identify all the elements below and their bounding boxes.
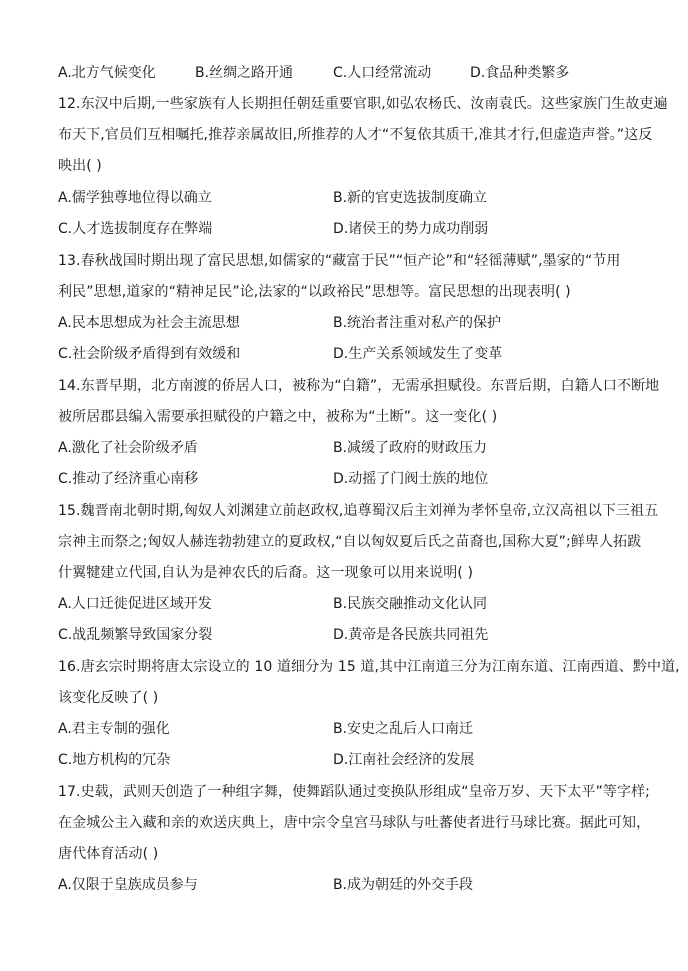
q13-option-b[interactable]: B.统治者注重对私产的保护	[333, 315, 502, 331]
q15-option-c[interactable]: C.战乱频繁导致国家分裂	[58, 627, 213, 643]
q14-stem-line-2: 被所居郡县编入需要承担赋役的户籍之中，被称为“土断”。这一变化( )	[58, 409, 498, 425]
q15-stem-line-2: 宗神主而祭之;匈奴人赫连勃勃建立的夏政权,“自以匈奴夏后氏之苗裔也,国称大夏”;鲜卑人拓跋	[58, 534, 642, 550]
q17-option-b[interactable]: B.成为朝廷的外交手段	[333, 877, 474, 893]
q15-stem-line-3: 什翼犍建立代国,自认为是神农氏的后裔。这一现象可以用来说明( )	[58, 565, 474, 581]
q11-option-c[interactable]: C.人口经常流动	[333, 65, 432, 81]
q12-stem-line-1: 12.东汉中后期,一些家族有人长期担任朝廷重要官职,如弘农杨氏、汝南袁氏。这些家族门生故吏遍	[58, 96, 668, 112]
q12-option-b[interactable]: B.新的官吏选拔制度确立	[333, 190, 488, 206]
q14-option-c[interactable]: C.推动了经济重心南移	[58, 471, 199, 487]
q17-stem-line-1: 17.史载，武则天创造了一种组字舞，使舞蹈队通过变换队形组成“皇帝万岁、天下太平”等字样;	[58, 784, 650, 800]
q11-option-a[interactable]: A.北方气候变化	[58, 65, 156, 81]
q12-stem-line-3: 映出( )	[58, 158, 102, 174]
q15-option-b[interactable]: B.民族交融推动文化认同	[333, 596, 488, 612]
q13-option-d[interactable]: D.生产关系领域发生了变革	[333, 346, 503, 362]
q16-option-c[interactable]: C.地方机构的冗杂	[58, 752, 171, 768]
q13-stem-line-2: 利民”思想,道家的“精神足民”论,法家的“以政裕民”思想等。富民思想的出现表明( )	[58, 284, 571, 300]
q17-stem-line-3: 唐代体育活动( )	[58, 846, 159, 862]
q17-stem-line-2: 在金城公主入藏和亲的欢送庆典上，唐中宗令皇宫马球队与吐蕃使者进行马球比赛。据此可知，	[58, 815, 651, 831]
q11-option-d[interactable]: D.食品种类繁多	[470, 65, 570, 81]
q12-option-a[interactable]: A.儒学独尊地位得以确立	[58, 190, 212, 206]
q12-option-d[interactable]: D.诸侯王的势力成功削弱	[333, 221, 489, 237]
q15-option-a[interactable]: A.人口迁徙促进区域开发	[58, 596, 212, 612]
q14-option-d[interactable]: D.动摇了门阀士族的地位	[333, 471, 489, 487]
q11-option-b[interactable]: B.丝绸之路开通	[195, 65, 294, 81]
q13-option-c[interactable]: C.社会阶级矛盾得到有效缓和	[58, 346, 241, 362]
q12-option-c[interactable]: C.人才选拔制度存在弊端	[58, 221, 213, 237]
q17-option-a[interactable]: A.仅限于皇族成员参与	[58, 877, 198, 893]
q14-option-a[interactable]: A.激化了社会阶级矛盾	[58, 440, 198, 456]
q14-stem-line-1: 14.东晋早期，北方南渡的侨居人口，被称为“白籍”，无需承担赋役。东晋后期，白籍人口不断地	[58, 378, 660, 394]
q12-stem-line-2: 布天下,官员们互相嘱托,推荐亲属故旧,所推荐的人才“不复依其质干,准其才行,但虚造声誉。”这反	[58, 127, 653, 143]
q16-option-d[interactable]: D.江南社会经济的发展	[333, 752, 475, 768]
q13-stem-line-1: 13.春秋战国时期出现了富民思想,如儒家的“藏富于民”“恒产论”和“轻徭薄赋”,墨家的“节用	[58, 253, 621, 269]
q15-stem-line-1: 15.魏晋南北朝时期,匈奴人刘渊建立前赵政权,追尊蜀汉后主刘禅为孝怀皇帝,立汉高祖以下三祖五	[58, 503, 659, 519]
q16-stem-line-2: 该变化反映了( )	[58, 690, 159, 706]
q16-option-b[interactable]: B.安史之乱后人口南迁	[333, 721, 474, 737]
q15-option-d[interactable]: D.黄帝是各民族共同祖先	[333, 627, 489, 643]
q14-option-b[interactable]: B.减缓了政府的财政压力	[333, 440, 488, 456]
q13-option-a[interactable]: A.民本思想成为社会主流思想	[58, 315, 240, 331]
q16-stem-line-1: 16.唐玄宗时期将唐太宗设立的 10 道细分为 15 道,其中江南道三分为江南东道、江南西道、黔中道,	[58, 659, 680, 675]
q16-option-a[interactable]: A.君主专制的强化	[58, 721, 170, 737]
